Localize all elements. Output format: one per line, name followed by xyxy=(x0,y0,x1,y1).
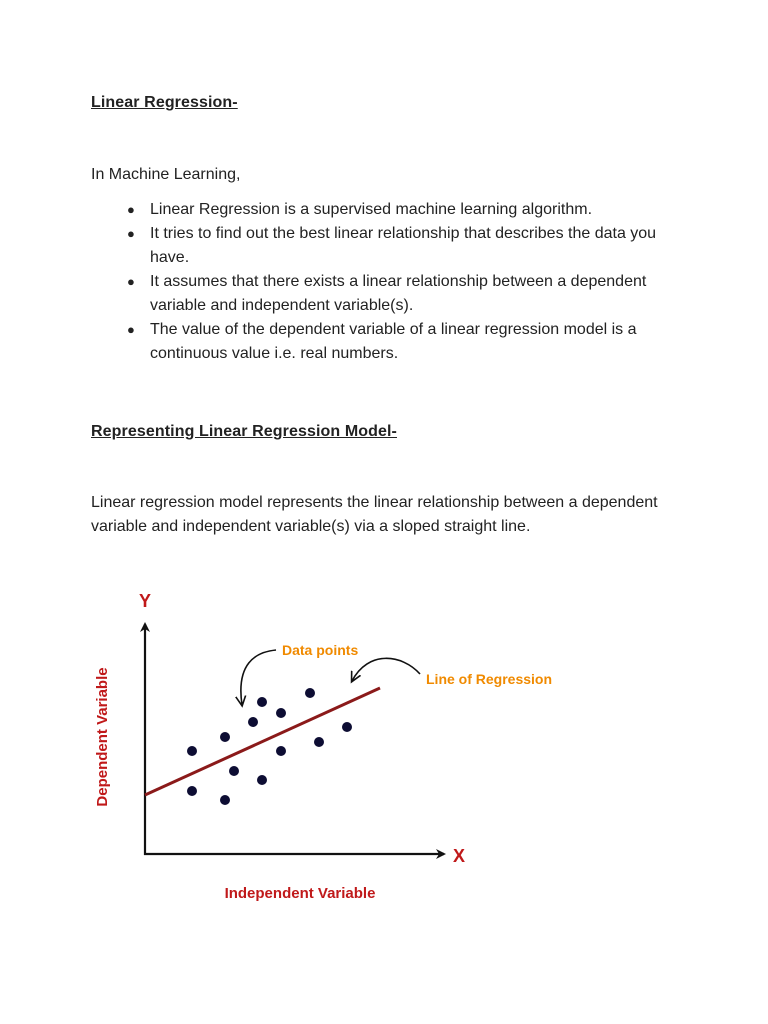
data-point xyxy=(229,766,239,776)
line-of-regression-label: Line of Regression xyxy=(426,671,553,687)
bullet-text: The value of the dependent variable of a linear regression model is a continuous value i.e. real numbers. xyxy=(150,321,637,362)
bullet-icon: ● xyxy=(127,226,135,241)
bullet-text: It assumes that there exists a linear relationship between a dependent variable and independent variable(s). xyxy=(150,273,647,314)
regression-diagram xyxy=(80,580,600,920)
data-point xyxy=(276,746,286,756)
data-point xyxy=(342,722,352,732)
regression-line-pointer-arrow xyxy=(352,658,420,681)
data-point xyxy=(257,775,267,785)
data-point xyxy=(248,717,258,727)
data-points-label: Data points xyxy=(282,642,359,658)
bullet-item xyxy=(127,198,687,222)
x-axis-label: Independent Variable xyxy=(224,885,376,902)
data-point xyxy=(220,732,230,742)
y-axis-letter: Y xyxy=(139,591,152,611)
bullet-icon: ● xyxy=(127,322,135,337)
bullet-text: It tries to find out the best linear relationship that describes the data you have. xyxy=(150,225,657,266)
heading-representing-model: Representing Linear Regression Model- xyxy=(91,423,397,440)
data-point xyxy=(305,688,315,698)
bullet-list xyxy=(127,198,687,366)
data-point xyxy=(187,746,197,756)
data-points xyxy=(187,688,352,805)
y-axis-label: Dependent Variable xyxy=(94,667,111,807)
bullet-item xyxy=(127,222,687,270)
bullet-icon: ● xyxy=(127,202,135,217)
data-point xyxy=(220,795,230,805)
intro-text: In Machine Learning, xyxy=(91,166,241,183)
bullet-icon: ● xyxy=(127,274,135,289)
data-point xyxy=(187,786,197,796)
data-point xyxy=(276,708,286,718)
heading-linear-regression: Linear Regression- xyxy=(91,94,238,111)
data-point xyxy=(314,737,324,747)
data-points-pointer-arrow xyxy=(241,650,276,705)
bullet-item xyxy=(127,270,687,318)
data-point xyxy=(257,697,267,707)
bullet-text: Linear Regression is a supervised machine learning algorithm. xyxy=(150,201,593,218)
x-axis-letter: X xyxy=(453,846,466,866)
representing-text: Linear regression model represents the linear relationship between a dependent variable and independent variable(s) via a sloped straight line. xyxy=(91,494,658,535)
bullet-item xyxy=(127,318,687,366)
